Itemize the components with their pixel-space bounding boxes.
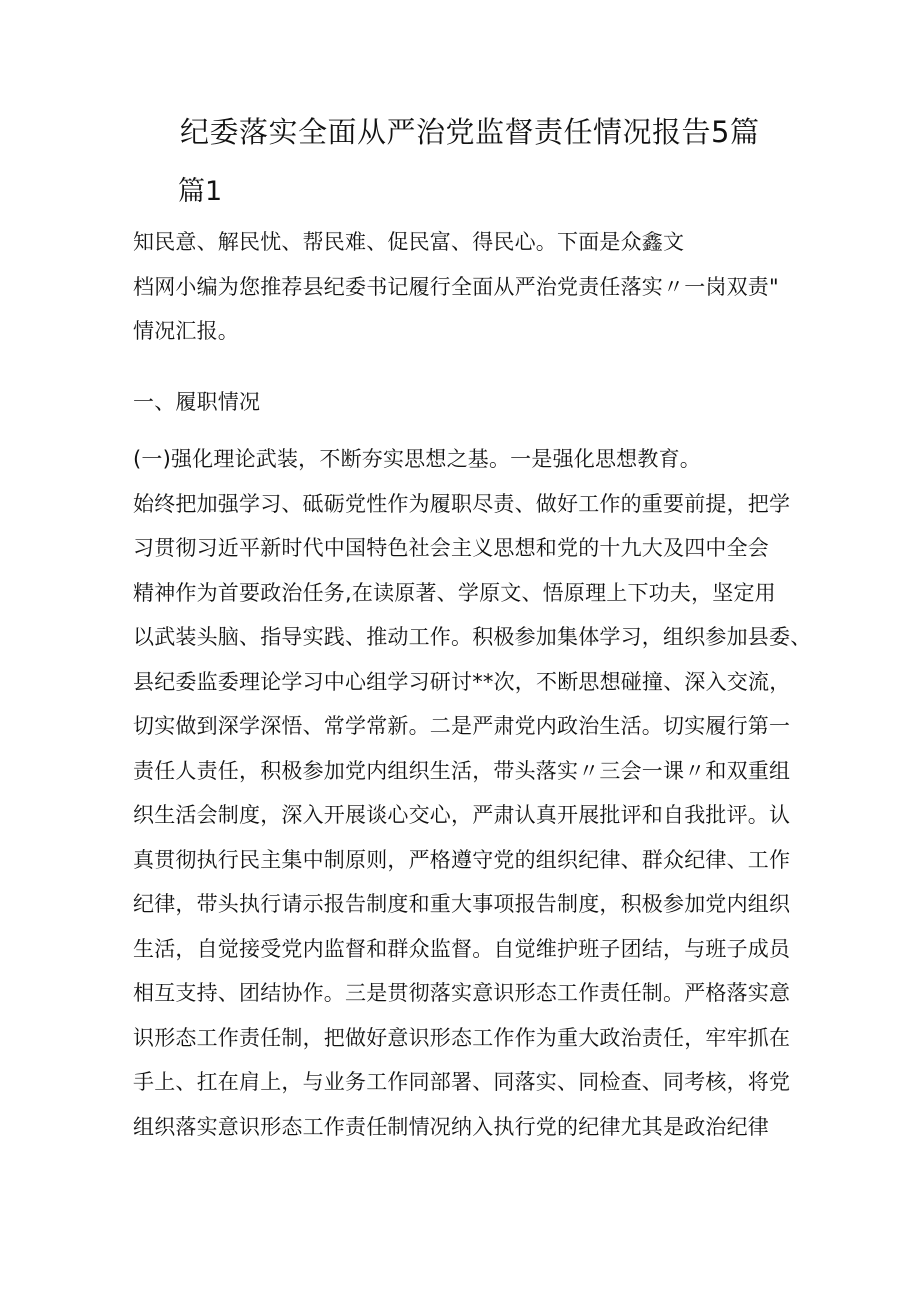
body-line: 生活，自觉接受党内监督和群众监督。自觉维护班子团结，与班子成员 (133, 936, 791, 961)
document-title: 纪委落实全面从严治党监督责任情况报告5篇 (180, 115, 760, 149)
intro-line: 知民意、解民忧、帮民难、促民富、得民心。下面是众鑫文 (133, 230, 685, 254)
body-line: 织生活会制度，深入开展谈心交心，严肃认真开展批评和自我批评。认 (133, 803, 791, 827)
section-heading-text: 一、履职情况 (133, 390, 261, 414)
body-line: 相互支持、团结协作。三是贯彻落实意识形态工作责任制。严格落实意 (133, 981, 791, 1005)
body-line: 识形态工作责任制，把做好意识形态工作作为重大政治责任，牢牢抓在 (133, 1025, 791, 1050)
body-line: 县纪委监委理论学习中心组学习研讨**次，不断思想碰撞、深入交流， (133, 669, 791, 694)
intro-line: 情况汇报。 (133, 319, 239, 343)
body-paragraph (133, 437, 823, 1149)
body-line: 真贯彻执行民主集中制原则，严格遵守党的组织纪律、群众纪律、工作 (133, 847, 791, 872)
intro-line: 档网小编为您推荐县纪委书记履行全面从严治党责任落实〃一岗双责" (133, 274, 779, 299)
body-line: 始终把加强学习、砥砺党性作为履职尽责、做好工作的重要前提，把学 (133, 491, 791, 516)
body-line: 责任人责任，积极参加党内组织生活，带头落实〃三会一课〃和双重组 (133, 758, 791, 783)
body-line: 习贯彻习近平新时代中国特色社会主义思想和党的十九大及四中全会 (133, 536, 769, 560)
body-line: 以武装头脑、指导实践、推动工作。积极参加集体学习，组织参加县委、 (133, 625, 812, 649)
body-line: 手上、扛在肩上，与业务工作同部署、同落实、同检查、同考核，将党 (133, 1070, 791, 1094)
chapter-heading: 篇1 (178, 176, 223, 207)
body-line: 切实做到深学深悟、常学常新。二是严肃党内政治生活。切实履行第一 (133, 714, 791, 738)
body-line: 精神作为首要政治任务,在读原著、学原文、悟原理上下功夫，坚定用 (133, 580, 776, 605)
section-heading (133, 380, 823, 425)
body-line: 纪律，带头执行请示报告制度和重大事项报告制度，积极参加党内组织 (133, 892, 791, 916)
body-line: (一)强化理论武装，不断夯实思想之基。一是强化思想教育。 (133, 447, 701, 471)
intro-paragraph (133, 220, 823, 354)
body-line: 组织落实意识形态工作责任制情况纳入执行党的纪律尤其是政治纪律 (133, 1114, 769, 1139)
